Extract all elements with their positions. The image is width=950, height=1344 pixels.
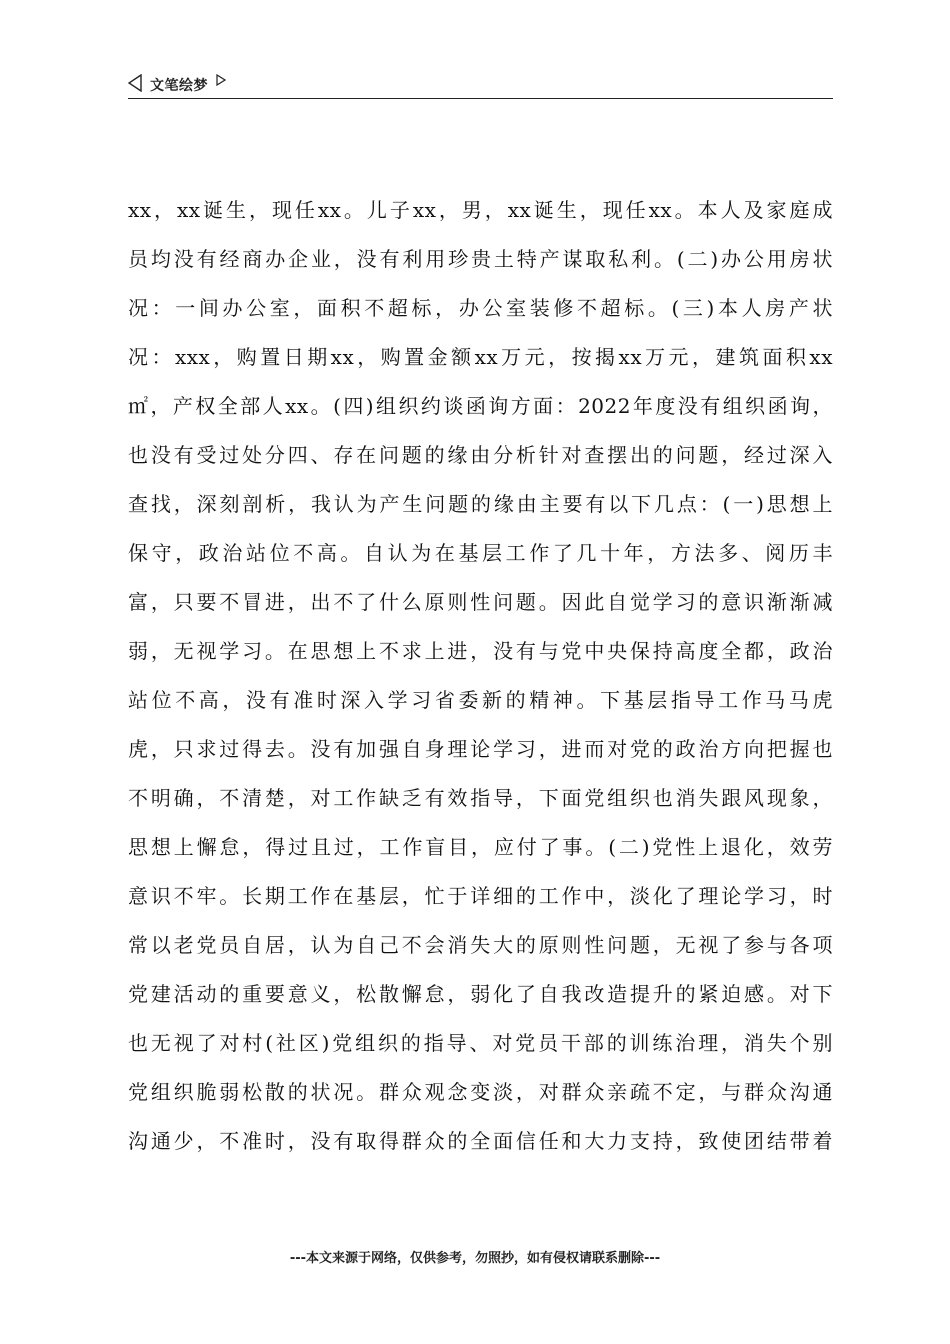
body-line-15: 意识不牢。长期工作在基层，忙于详细的工作中，淡化了理论学习，时 <box>128 884 833 908</box>
body-line-14: 思想上懈怠，得过且过，工作盲目，应付了事。(二)党性上退化，效劳 <box>128 835 833 859</box>
body-line-19: 党组织脆弱松散的状况。群众观念变淡，对群众亲疏不定，与群众沟通 <box>128 1080 833 1104</box>
body-line-3: 况：一间办公室，面积不超标，办公室装修不超标。(三)本人房产状 <box>128 296 833 320</box>
page-footer: ---本文来源于网络，仅供参考，勿照抄，如有侵权请联系删除--- <box>289 1251 661 1266</box>
body-line-5: ㎡，产权全部人xx。(四)组织约谈函询方面：2022年度没有组织函询， <box>128 394 833 418</box>
header-title: 文笔绘梦 <box>150 78 208 94</box>
body-line-18: 也无视了对村(社区)党组织的指导、对党员干部的训练治理，消失个别 <box>128 1031 833 1055</box>
body-line-1: xx，xx诞生，现任xx。儿子xx，男，xx诞生，现任xx。本人及家庭成 <box>128 198 833 222</box>
body-line-7: 查找，深刻剖析，我认为产生问题的缘由主要有以下几点：(一)思想上 <box>128 492 833 516</box>
triangle-left-outline-icon <box>128 74 142 92</box>
page-header <box>128 72 833 99</box>
body-line-12: 虎，只求过得去。没有加强自身理论学习，进而对党的政治方向把握也 <box>128 737 833 761</box>
body-line-6: 也没有受过处分四、存在问题的缘由分析针对查摆出的问题，经过深入 <box>128 443 833 467</box>
body-line-4: 况：xxx，购置日期xx，购置金额xx万元，按揭xx万元，建筑面积xx <box>128 345 833 369</box>
document-body <box>128 186 833 1166</box>
body-line-10: 弱，无视学习。在思想上不求上进，没有与党中央保持高度全都，政治 <box>128 639 833 663</box>
body-line-8: 保守，政治站位不高。自认为在基层工作了几十年，方法多、阅历丰 <box>128 541 833 565</box>
body-line-13: 不明确，不清楚，对工作缺乏有效指导，下面党组织也消失跟风现象， <box>128 786 833 810</box>
body-line-9: 富，只要不冒进，出不了什么原则性问题。因此自觉学习的意识渐渐减 <box>128 590 833 614</box>
triangle-right-outline-icon <box>216 74 226 86</box>
body-line-16: 常以老党员自居，认为自己不会消失大的原则性问题，无视了参与各项 <box>128 933 833 957</box>
body-line-2: 员均没有经商办企业，没有利用珍贵土特产谋取私利。(二)办公用房状 <box>128 247 833 271</box>
body-line-20: 沟通少，不准时，没有取得群众的全面信任和大力支持，致使团结带着 <box>128 1129 833 1153</box>
body-line-17: 党建活动的重要意义，松散懈怠，弱化了自我改造提升的紧迫感。对下 <box>128 982 833 1006</box>
body-line-11: 站位不高，没有准时深入学习省委新的精神。下基层指导工作马马虎 <box>128 688 833 712</box>
